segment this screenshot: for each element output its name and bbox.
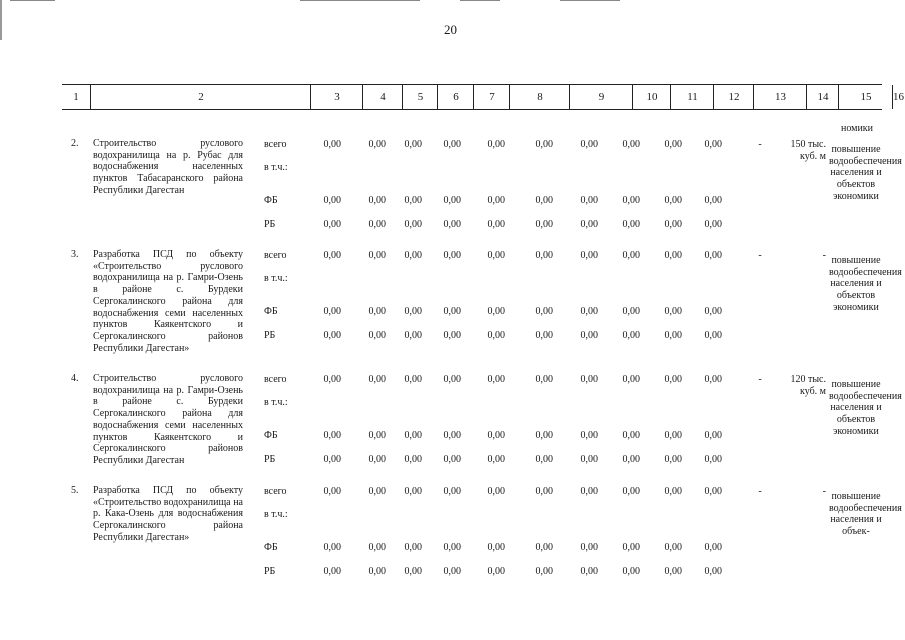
value-cell: 0,00 bbox=[580, 430, 598, 441]
header-cell-8: 8 bbox=[509, 85, 570, 109]
volume-cell: - bbox=[822, 250, 826, 261]
table-header bbox=[62, 84, 904, 110]
scan-mark bbox=[460, 0, 500, 1]
volume-cell: 120 тыс. куб. м bbox=[790, 374, 826, 397]
value-cell: 0,00 bbox=[323, 139, 341, 150]
value-cell: 0,00 bbox=[580, 566, 598, 577]
header-cell-5: 5 bbox=[402, 85, 438, 109]
value-cell: 0,00 bbox=[443, 566, 461, 577]
value-cell: 0,00 bbox=[404, 250, 422, 261]
value-cell: 0,00 bbox=[443, 219, 461, 230]
header-cell-12: 12 bbox=[713, 85, 754, 109]
value-cell: 0,00 bbox=[535, 139, 553, 150]
funding-label: РБ bbox=[264, 566, 276, 577]
value-cell: 0,00 bbox=[622, 195, 640, 206]
value-cell: 0,00 bbox=[487, 330, 505, 341]
col14-cell: - bbox=[758, 374, 762, 385]
funding-label: ФБ bbox=[264, 542, 278, 553]
value-cell: 0,00 bbox=[443, 542, 461, 553]
value-cell: 0,00 bbox=[404, 219, 422, 230]
value-cell: 0,00 bbox=[580, 454, 598, 465]
value-cell: 0,00 bbox=[704, 542, 722, 553]
header-cell-7: 7 bbox=[473, 85, 510, 109]
header-cell-3: 3 bbox=[310, 85, 363, 109]
value-cell: 0,00 bbox=[622, 306, 640, 317]
purpose-cell: повышение водообеспечения населения и объек- bbox=[829, 491, 902, 538]
value-cell: 0,00 bbox=[323, 486, 341, 497]
volume-cell: - bbox=[822, 486, 826, 497]
value-cell: 0,00 bbox=[368, 330, 386, 341]
value-cell: 0,00 bbox=[443, 250, 461, 261]
value-cell: 0,00 bbox=[323, 374, 341, 385]
value-cell: 0,00 bbox=[487, 306, 505, 317]
value-cell: 0,00 bbox=[664, 250, 682, 261]
value-cell: 0,00 bbox=[664, 454, 682, 465]
value-cell: 0,00 bbox=[368, 306, 386, 317]
funding-label: в т.ч.: bbox=[264, 162, 288, 173]
row-number: 2. bbox=[71, 138, 79, 149]
funding-label: всего bbox=[264, 250, 287, 261]
value-cell: 0,00 bbox=[404, 374, 422, 385]
header-cell-6: 6 bbox=[437, 85, 474, 109]
funding-label: всего bbox=[264, 486, 287, 497]
value-cell: 0,00 bbox=[580, 219, 598, 230]
value-cell: 0,00 bbox=[404, 306, 422, 317]
value-cell: 0,00 bbox=[580, 542, 598, 553]
funding-label: всего bbox=[264, 139, 287, 150]
funding-label: ФБ bbox=[264, 195, 278, 206]
value-cell: 0,00 bbox=[704, 430, 722, 441]
value-cell: 0,00 bbox=[404, 566, 422, 577]
value-cell: 0,00 bbox=[622, 566, 640, 577]
value-cell: 0,00 bbox=[535, 486, 553, 497]
value-cell: 0,00 bbox=[487, 195, 505, 206]
header-cell-9: 9 bbox=[569, 85, 633, 109]
value-cell: 0,00 bbox=[323, 306, 341, 317]
value-cell: 0,00 bbox=[368, 250, 386, 261]
value-cell: 0,00 bbox=[664, 195, 682, 206]
value-cell: 0,00 bbox=[622, 374, 640, 385]
funding-label: всего bbox=[264, 374, 287, 385]
value-cell: 0,00 bbox=[704, 566, 722, 577]
value-cell: 0,00 bbox=[368, 566, 386, 577]
header-cell-1: 1 bbox=[73, 91, 79, 103]
value-cell: 0,00 bbox=[535, 219, 553, 230]
value-cell: 0,00 bbox=[487, 566, 505, 577]
header-cell-13: 13 bbox=[753, 85, 807, 109]
value-cell: 0,00 bbox=[535, 250, 553, 261]
value-cell: 0,00 bbox=[664, 306, 682, 317]
row-description: Строительство руслового водохранилища на р. Рубас для водоснабжения населенных пунктов Табасаранского района Республики Дагестан bbox=[93, 138, 243, 196]
value-cell: 0,00 bbox=[368, 139, 386, 150]
value-cell: 0,00 bbox=[443, 139, 461, 150]
value-cell: 0,00 bbox=[580, 486, 598, 497]
value-cell: 0,00 bbox=[622, 542, 640, 553]
value-cell: 0,00 bbox=[368, 195, 386, 206]
value-cell: 0,00 bbox=[323, 566, 341, 577]
value-cell: 0,00 bbox=[535, 330, 553, 341]
value-cell: 0,00 bbox=[664, 542, 682, 553]
value-cell: 0,00 bbox=[664, 219, 682, 230]
value-cell: 0,00 bbox=[323, 542, 341, 553]
value-cell: 0,00 bbox=[487, 250, 505, 261]
value-cell: 0,00 bbox=[622, 330, 640, 341]
value-cell: 0,00 bbox=[323, 430, 341, 441]
value-cell: 0,00 bbox=[535, 430, 553, 441]
page-number: 20 bbox=[444, 22, 457, 37]
value-cell: 0,00 bbox=[704, 486, 722, 497]
value-cell: 0,00 bbox=[323, 454, 341, 465]
value-cell: 0,00 bbox=[664, 430, 682, 441]
value-cell: 0,00 bbox=[704, 374, 722, 385]
value-cell: 0,00 bbox=[704, 139, 722, 150]
value-cell: 0,00 bbox=[368, 374, 386, 385]
row-number: 3. bbox=[71, 249, 79, 260]
value-cell: 0,00 bbox=[622, 486, 640, 497]
value-cell: 0,00 bbox=[704, 330, 722, 341]
value-cell: 0,00 bbox=[704, 219, 722, 230]
header-cell-2: 2 bbox=[90, 85, 311, 109]
value-cell: 0,00 bbox=[580, 195, 598, 206]
value-cell: 0,00 bbox=[535, 306, 553, 317]
value-cell: 0,00 bbox=[664, 330, 682, 341]
row-description: Разработка ПСД по объекту «Строительство водохранилища на р. Кака-Озень для водоснабжения Сергокалинского района Республики Дагестан» bbox=[93, 485, 243, 543]
funding-label: ФБ bbox=[264, 430, 278, 441]
value-cell: 0,00 bbox=[487, 542, 505, 553]
scan-mark bbox=[10, 0, 55, 1]
value-cell: 0,00 bbox=[443, 454, 461, 465]
value-cell: 0,00 bbox=[323, 330, 341, 341]
value-cell: 0,00 bbox=[622, 454, 640, 465]
scan-mark bbox=[300, 0, 420, 1]
value-cell: 0,00 bbox=[664, 566, 682, 577]
funding-label: РБ bbox=[264, 219, 276, 230]
value-cell: 0,00 bbox=[487, 486, 505, 497]
funding-label: в т.ч.: bbox=[264, 397, 288, 408]
value-cell: 0,00 bbox=[323, 219, 341, 230]
value-cell: 0,00 bbox=[622, 139, 640, 150]
header-cell-16: 16 bbox=[892, 85, 904, 109]
value-cell: 0,00 bbox=[580, 330, 598, 341]
value-cell: 0,00 bbox=[487, 454, 505, 465]
funding-label: в т.ч.: bbox=[264, 273, 288, 284]
col14-cell: - bbox=[758, 250, 762, 261]
value-cell: 0,00 bbox=[622, 219, 640, 230]
scan-edge bbox=[0, 0, 2, 40]
funding-label: ФБ bbox=[264, 306, 278, 317]
value-cell: 0,00 bbox=[487, 430, 505, 441]
funding-label: РБ bbox=[264, 454, 276, 465]
row-number: 5. bbox=[71, 485, 79, 496]
volume-cell: 150 тыс. куб. м bbox=[790, 139, 826, 162]
carry-over-text: номики bbox=[840, 123, 874, 134]
value-cell: 0,00 bbox=[368, 486, 386, 497]
value-cell: 0,00 bbox=[704, 454, 722, 465]
value-cell: 0,00 bbox=[535, 374, 553, 385]
value-cell: 0,00 bbox=[404, 195, 422, 206]
value-cell: 0,00 bbox=[404, 454, 422, 465]
value-cell: 0,00 bbox=[664, 139, 682, 150]
row-description: Строительство руслового водохранилища на р. Гамри-Озень в районе с. Бурдеки Сергокалинского района для водоснабжения семи населенных пунктов Каякентского и Сергокалинского районов Республики Дагестан bbox=[93, 373, 243, 466]
value-cell: 0,00 bbox=[368, 219, 386, 230]
col14-cell: - bbox=[758, 486, 762, 497]
value-cell: 0,00 bbox=[443, 330, 461, 341]
value-cell: 0,00 bbox=[443, 430, 461, 441]
value-cell: 0,00 bbox=[443, 486, 461, 497]
value-cell: 0,00 bbox=[535, 454, 553, 465]
value-cell: 0,00 bbox=[443, 306, 461, 317]
purpose-cell: повышение водообеспечения населения и объектов экономики bbox=[829, 379, 902, 437]
value-cell: 0,00 bbox=[535, 195, 553, 206]
value-cell: 0,00 bbox=[487, 139, 505, 150]
value-cell: 0,00 bbox=[535, 566, 553, 577]
value-cell: 0,00 bbox=[404, 542, 422, 553]
row-number: 4. bbox=[71, 373, 79, 384]
value-cell: 0,00 bbox=[404, 139, 422, 150]
value-cell: 0,00 bbox=[368, 430, 386, 441]
funding-label: в т.ч.: bbox=[264, 509, 288, 520]
value-cell: 0,00 bbox=[368, 542, 386, 553]
purpose-cell: повышение водообеспечения населения и объектов экономики bbox=[829, 144, 902, 202]
value-cell: 0,00 bbox=[704, 306, 722, 317]
value-cell: 0,00 bbox=[704, 250, 722, 261]
value-cell: 0,00 bbox=[622, 250, 640, 261]
value-cell: 0,00 bbox=[404, 330, 422, 341]
value-cell: 0,00 bbox=[323, 195, 341, 206]
value-cell: 0,00 bbox=[622, 430, 640, 441]
header-cell-10: 10 bbox=[632, 85, 671, 109]
value-cell: 0,00 bbox=[664, 486, 682, 497]
value-cell: 0,00 bbox=[535, 542, 553, 553]
value-cell: 0,00 bbox=[404, 486, 422, 497]
value-cell: 0,00 bbox=[487, 219, 505, 230]
value-cell: 0,00 bbox=[580, 139, 598, 150]
value-cell: 0,00 bbox=[368, 454, 386, 465]
value-cell: 0,00 bbox=[487, 374, 505, 385]
header-cell-14: 14 bbox=[806, 85, 839, 109]
value-cell: 0,00 bbox=[580, 374, 598, 385]
value-cell: 0,00 bbox=[404, 430, 422, 441]
scan-mark bbox=[560, 0, 620, 1]
col14-cell: - bbox=[758, 139, 762, 150]
purpose-cell: повышение водообеспечения населения и объектов экономики bbox=[829, 255, 902, 313]
value-cell: 0,00 bbox=[323, 250, 341, 261]
value-cell: 0,00 bbox=[580, 250, 598, 261]
value-cell: 0,00 bbox=[704, 195, 722, 206]
value-cell: 0,00 bbox=[443, 374, 461, 385]
header-cell-4: 4 bbox=[362, 85, 403, 109]
value-cell: 0,00 bbox=[580, 306, 598, 317]
header-cell-15: 15 bbox=[838, 85, 893, 109]
header-cell-11: 11 bbox=[670, 85, 714, 109]
value-cell: 0,00 bbox=[664, 374, 682, 385]
row-description: Разработка ПСД по объекту «Строительство руслового водохранилища на р. Гамри-Озень в районе с. Бурдеки Сергокалинского района для водоснабжения семи населенных пунктов Каякентского и Сергокалинского районов Республики Дагестан» bbox=[93, 249, 243, 354]
funding-label: РБ bbox=[264, 330, 276, 341]
value-cell: 0,00 bbox=[443, 195, 461, 206]
